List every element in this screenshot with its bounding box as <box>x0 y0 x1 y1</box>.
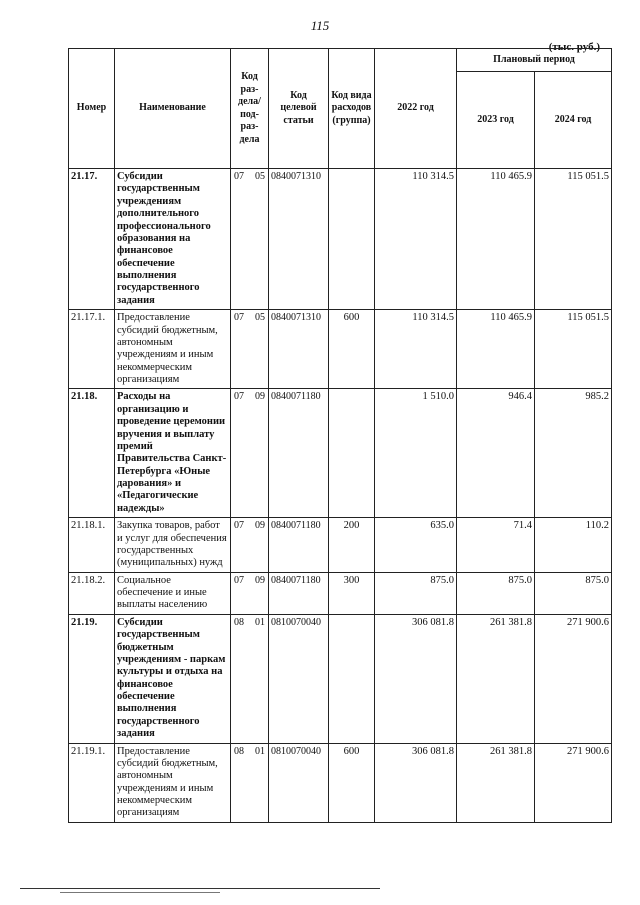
row-podrazdel: 01 <box>255 616 265 628</box>
row-razdel: 08 <box>234 616 244 628</box>
row-expense-code <box>329 389 375 518</box>
table-row <box>69 310 612 389</box>
row-2022: 306 081.8 <box>375 743 457 822</box>
row-2024: 115 051.5 <box>535 310 612 389</box>
row-podrazdel: 01 <box>255 745 265 757</box>
row-target-code: 0810070040 <box>269 614 329 743</box>
row-2024: 115 051.5 <box>535 169 612 310</box>
row-razdel: 07 <box>234 574 244 586</box>
table-row <box>69 572 612 614</box>
row-name: Субсидии государственным учреждениям дополнительного профессионального образования на финансовое обеспечение выполнения государственного задания <box>115 169 231 310</box>
row-2024: 271 900.6 <box>535 743 612 822</box>
row-razdel: 07 <box>234 312 244 324</box>
row-number: 21.17. <box>69 169 115 310</box>
row-name: Закупка товаров, работ и услуг для обеспечения государственных (муниципальных) нужд <box>115 518 231 573</box>
row-podrazdel: 09 <box>255 574 265 586</box>
row-target-code: 0840071180 <box>269 518 329 573</box>
row-podrazdel: 05 <box>255 312 265 324</box>
row-number: 21.17.1. <box>69 310 115 389</box>
row-expense-code <box>329 614 375 743</box>
row-expense-code: 200 <box>329 518 375 573</box>
header-2022: 2022 год <box>375 49 457 169</box>
row-section-code <box>231 389 269 518</box>
page-number: 115 <box>310 18 330 33</box>
row-razdel: 07 <box>234 171 244 182</box>
row-number: 21.18.1. <box>69 518 115 573</box>
table-row <box>69 518 612 573</box>
row-2024: 110.2 <box>535 518 612 573</box>
row-2023: 110 465.9 <box>457 169 535 310</box>
row-2023: 261 381.8 <box>457 743 535 822</box>
table-row <box>69 743 612 822</box>
row-number: 21.18.2. <box>69 572 115 614</box>
header-2023: 2023 год <box>457 72 535 169</box>
row-name: Субсидии государственным бюджетным учреждениям - паркам культуры и отдыха на финансовое обеспечение выполнения государственного задания <box>115 614 231 743</box>
row-expense-code <box>329 169 375 310</box>
row-2022: 635.0 <box>375 518 457 573</box>
table-row <box>69 389 612 518</box>
footer-rule <box>20 888 380 889</box>
row-target-code: 0840071310 <box>269 310 329 389</box>
row-name: Социальное обеспечение и иные выплаты населению <box>115 572 231 614</box>
table-row <box>69 614 612 743</box>
row-name: Предоставление субсидий бюджетным, автономным учреждениям и иным некоммерческим организациям <box>115 743 231 822</box>
row-2023: 110 465.9 <box>457 310 535 389</box>
header-section: Код раз-дела/ под-раз-дела <box>231 49 269 169</box>
row-podrazdel: 09 <box>255 391 265 403</box>
header-name: Наименование <box>115 49 231 169</box>
row-section-code <box>231 310 269 389</box>
row-section-code <box>231 614 269 743</box>
row-2023: 71.4 <box>457 518 535 573</box>
row-expense-code: 600 <box>329 743 375 822</box>
row-podrazdel: 09 <box>255 520 265 532</box>
row-razdel: 07 <box>234 391 244 403</box>
row-2023: 946.4 <box>457 389 535 518</box>
row-2022: 110 314.5 <box>375 169 457 310</box>
row-razdel: 08 <box>234 745 244 757</box>
row-2022: 110 314.5 <box>375 310 457 389</box>
row-section-code <box>231 169 269 310</box>
footer-rule-short <box>60 892 220 893</box>
row-2022: 1 510.0 <box>375 389 457 518</box>
row-number: 21.19. <box>69 614 115 743</box>
row-number: 21.18. <box>69 389 115 518</box>
row-number: 21.19.1. <box>69 743 115 822</box>
row-target-code: 0840071180 <box>269 389 329 518</box>
header-2024: 2024 год <box>535 72 612 169</box>
header-planned-period: Плановый период <box>457 49 612 72</box>
row-target-code: 0810070040 <box>269 743 329 822</box>
row-2023: 875.0 <box>457 572 535 614</box>
row-2024: 985.2 <box>535 389 612 518</box>
header-target: Код целевой статьи <box>269 49 329 169</box>
row-razdel: 07 <box>234 520 244 532</box>
row-name: Предоставление субсидий бюджетным, автономным учреждениям и иным некоммерческим организациям <box>115 310 231 389</box>
row-section-code <box>231 518 269 573</box>
row-2024: 875.0 <box>535 572 612 614</box>
header-number: Номер <box>69 49 115 169</box>
row-2023: 261 381.8 <box>457 614 535 743</box>
row-2022: 875.0 <box>375 572 457 614</box>
row-target-code: 0840071180 <box>269 572 329 614</box>
budget-table <box>68 48 612 823</box>
row-podrazdel: 05 <box>255 171 265 182</box>
row-target-code: 0840071310 <box>269 169 329 310</box>
row-expense-code: 300 <box>329 572 375 614</box>
row-section-code <box>231 572 269 614</box>
row-name: Расходы на организацию и проведение церемонии вручения и выплату премий Правительства Санкт-Петербурга «Юные дарования» и «Педагогические надежды» <box>115 389 231 518</box>
row-section-code <box>231 743 269 822</box>
row-2024: 271 900.6 <box>535 614 612 743</box>
units-label: (тыс. руб.) <box>548 41 600 53</box>
table-row <box>69 169 612 310</box>
header-expense: Код вида расходов (группа) <box>329 49 375 169</box>
row-expense-code: 600 <box>329 310 375 389</box>
row-2022: 306 081.8 <box>375 614 457 743</box>
